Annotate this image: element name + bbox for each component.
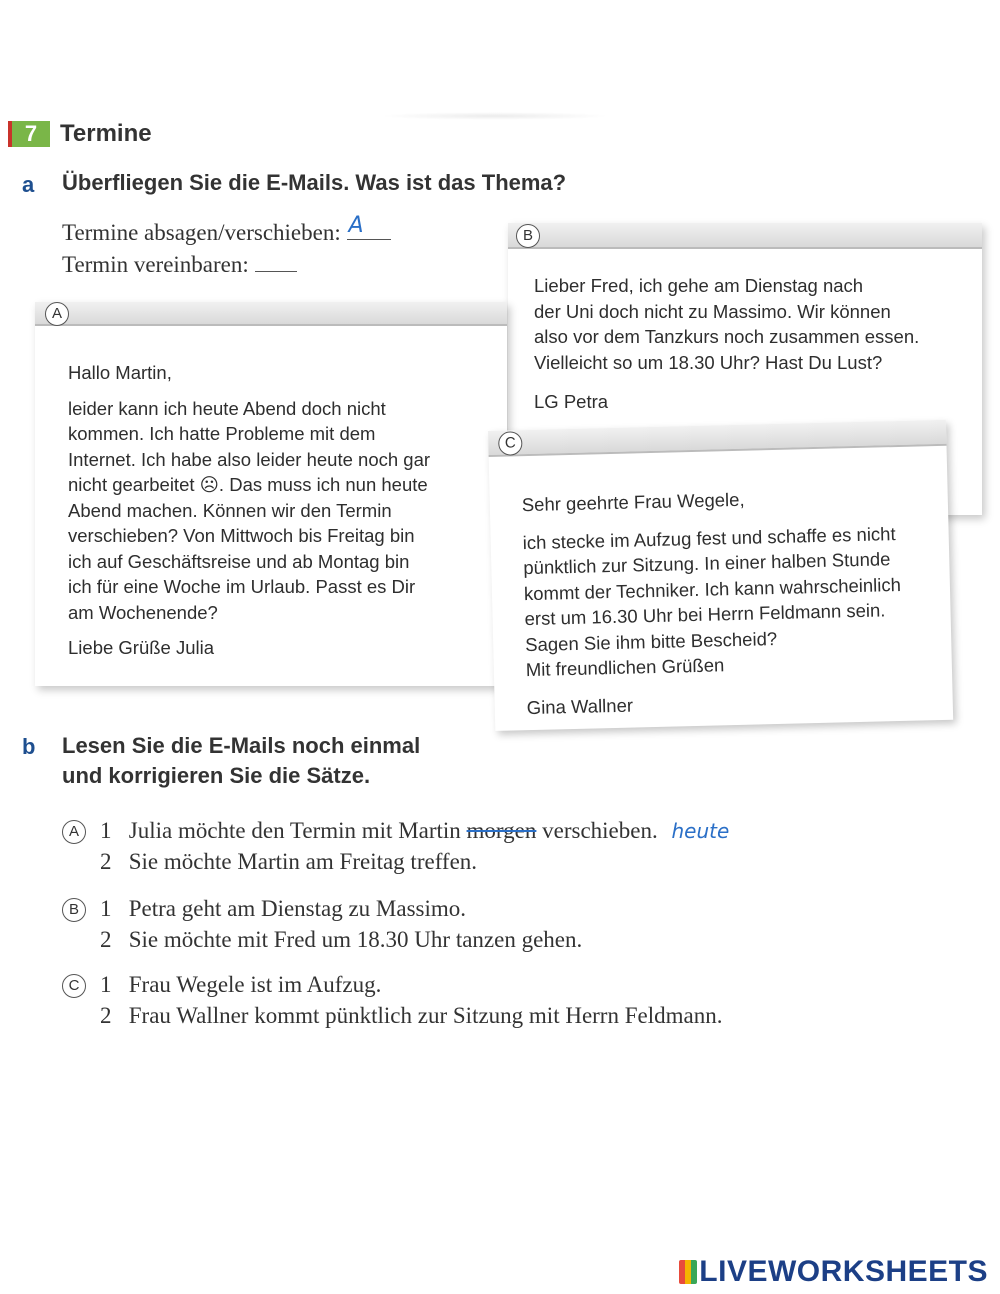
sentence-number: 1 [100,896,112,921]
email-card-a [35,302,507,686]
sentence-b1[interactable] [100,896,466,922]
email-c-line: ich stecke im Aufzug fest und schaffe es nicht [522,522,896,553]
email-a-body [68,360,430,661]
email-card-c [488,420,953,731]
theme-label-arrange: Termin vereinbaren: [62,252,249,277]
email-a-line: Internet. Ich habe also leider heute noch gar [68,448,431,470]
struck-word: morgen [466,818,537,843]
task-b-instruction-line: und korrigieren Sie die Sätze. [62,763,371,788]
email-b-line: Lieber Fred, ich gehe am Dienstag nach [534,275,864,296]
group-b-label: B [62,898,86,922]
answer-field-arrange[interactable] [255,249,297,272]
task-b-instruction-line: Lesen Sie die E-Mails noch einmal [62,733,421,758]
email-a-line: am Wochenende? [68,601,218,623]
sentence-c2[interactable] [100,1003,722,1029]
answer-cancel-value: A [348,213,364,238]
group-a-label: A [62,820,86,844]
email-a-signature: Liebe Grüße Julia [68,637,215,658]
email-a-line: leider kann ich heute Abend doch nicht [68,397,386,419]
email-c-line: pünktlich zur Sitzung. In einer halben Stunde [523,548,891,579]
logo-icon [679,1260,697,1284]
theme-label-cancel: Termine absagen/verschieben: [62,220,341,245]
liveworksheets-logo [679,1255,988,1289]
task-b-instruction [62,731,420,791]
email-a-header-bar [35,302,507,326]
email-c-line: Sagen Sie ihm bitte Bescheid? [524,627,778,655]
email-c-body [522,483,904,720]
sentence-text: Frau Wegele ist im Aufzug. [128,972,382,997]
email-c-label: C [498,431,523,456]
sentence-text: Frau Wallner kommt pünktlich zur Sitzung mit Herrn Feldmann. [128,1003,723,1028]
task-b-letter: b [22,734,36,759]
task-a-letter: a [22,172,35,197]
logo-text: LIVEWORKSHEETS [699,1255,988,1288]
sentence-number: 1 [100,818,112,843]
sentence-text: Julia möchte den Termin mit Martin [128,818,461,843]
correction-answer[interactable]: heute [671,819,730,843]
email-c-greeting: Sehr geehrte Frau Wegele, [521,488,745,516]
sentence-c1[interactable] [100,972,381,998]
sentence-a2[interactable] [100,849,477,875]
email-b-body [534,273,919,415]
email-a-greeting: Hallo Martin, [68,362,172,383]
email-a-line: Abend machen. Können wir den Termin [68,499,392,521]
sentence-number: 2 [100,927,112,952]
exercise-title: Termine [60,120,152,147]
sentence-number: 2 [100,849,112,874]
sentence-b2[interactable] [100,927,582,953]
email-b-signature: LG Petra [534,391,609,412]
sentence-number: 2 [100,1003,112,1028]
theme-line-arrange [62,249,297,278]
email-c-line: kommt der Techniker. Ich kann wahrscheinlich [523,573,902,604]
email-b-label: B [516,224,540,248]
sentence-number: 1 [100,972,112,997]
email-b-line: Vielleicht so um 18.30 Uhr? Hast Du Lust? [534,351,883,373]
sentence-text: Sie möchte mit Fred um 18.30 Uhr tanzen gehen. [128,927,583,952]
email-b-line: der Uni doch nicht zu Massimo. Wir können [534,300,891,322]
email-a-label: A [45,302,69,326]
email-c-line: Mit freundlichen Grüßen [525,654,725,681]
email-b-line: also vor dem Tanzkurs noch zusammen essen. [534,326,920,347]
email-a-line: ich auf Geschäftsreise und ab Montag bin [68,550,410,572]
exercise-number-badge: 7 [8,121,50,147]
email-b-header-bar [508,223,982,249]
email-a-line: kommen. Ich hatte Probleme mit dem [68,423,376,444]
answer-field-cancel[interactable] [347,213,391,240]
sentence-a1 [100,818,729,844]
email-c-line: erst um 16.30 Uhr bei Herrn Feldmann sein. [524,599,886,630]
group-c-label: C [62,974,86,998]
sentence-text: Sie möchte Martin am Freitag treffen. [128,849,478,874]
task-a-instruction: Überfliegen Sie die E-Mails. Was ist das Thema? [62,170,567,195]
theme-line-cancel [62,213,391,246]
email-a-line: nicht gearbeitet ☹. Das muss ich nun heute [68,474,428,495]
sentence-text-end: verschieben. [542,818,658,843]
email-c-signature: Gina Wallner [526,694,634,718]
email-a-line: verschieben? Von Mittwoch bis Freitag bin [68,525,415,546]
email-a-line: ich für eine Woche im Urlaub. Passt es Dir [68,576,416,597]
decorative-shadow [380,112,610,120]
sentence-text: Petra geht am Dienstag zu Massimo. [128,896,467,921]
